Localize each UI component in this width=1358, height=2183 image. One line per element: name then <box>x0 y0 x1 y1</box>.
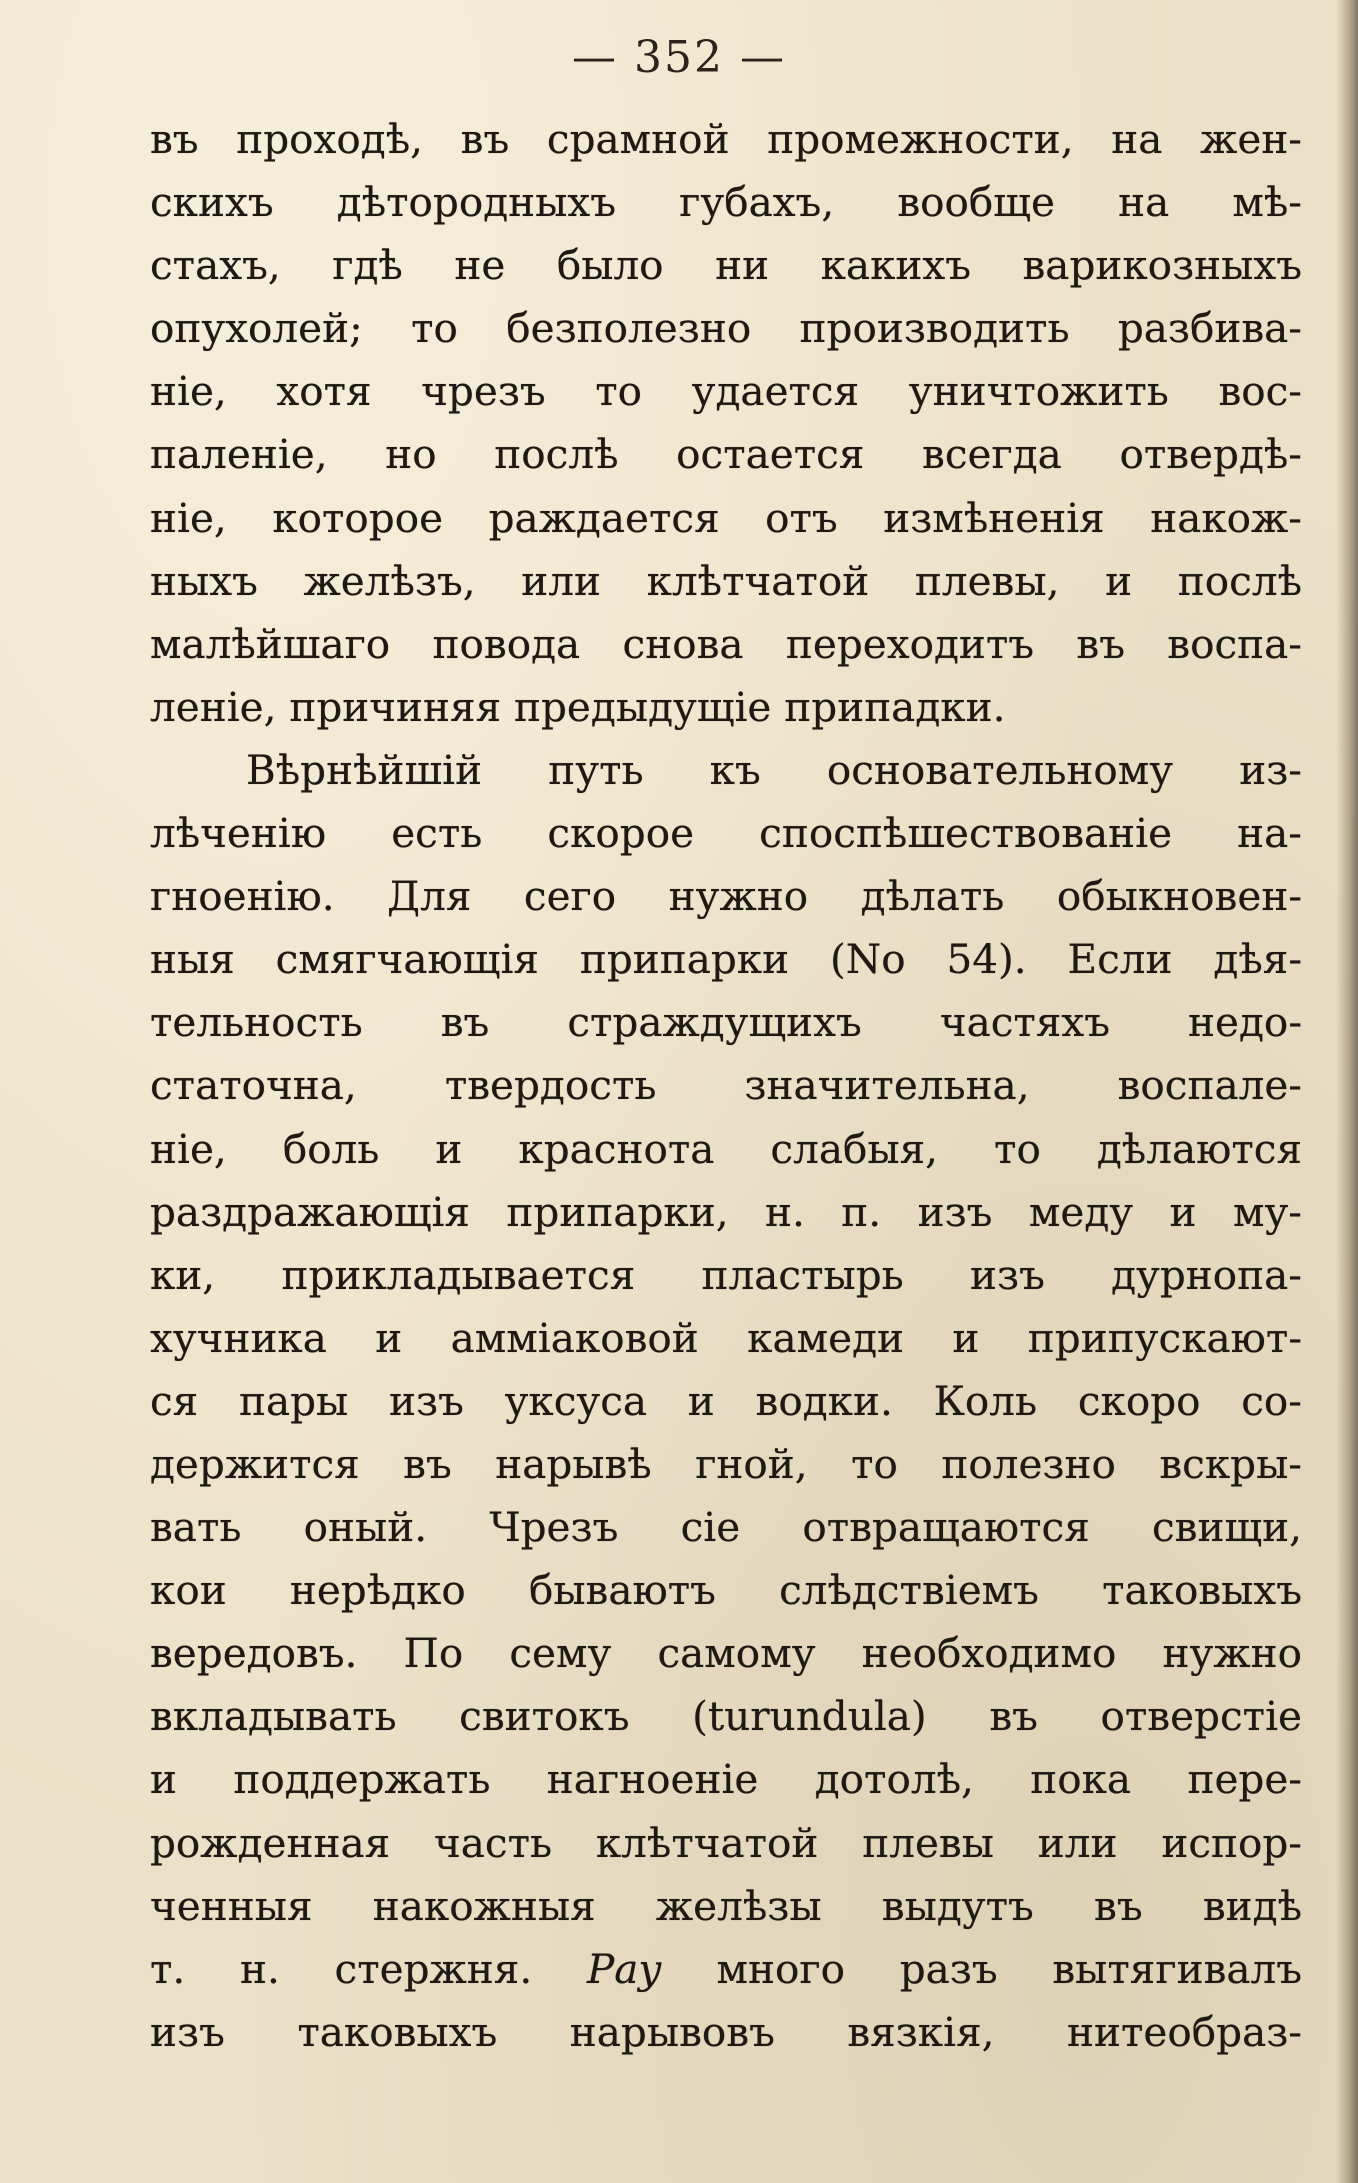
text-line: изъ таковыхъ нарывовъ вязкія, нитеобраз- <box>150 2007 1302 2056</box>
text-line: стахъ, гдѣ не было ни какихъ варикозныхъ <box>150 241 1302 290</box>
text-line: ніе, которое раждается отъ измѣненія накож- <box>150 493 1302 542</box>
text-line: вкладывать свитокъ (turundula) въ отверстіе <box>150 1692 1302 1741</box>
text-line: вать оный. Чрезъ сіе отвращаются свищи, <box>150 1503 1302 1552</box>
text-line: ныхъ желѣзъ, или клѣтчатой плевы, и послѣ <box>150 556 1302 605</box>
text-line: ныя смягчающія припарки (No 54). Если дѣя- <box>150 935 1302 984</box>
text-line: вередовъ. По сему самому необходимо нужно <box>150 1629 1302 1678</box>
page-edge-shadow <box>1336 0 1358 2183</box>
line-end-text: много разъ вытягивалъ <box>716 1944 1303 1993</box>
text-line: ніе, боль и краснота слабыя, то дѣлаются <box>150 1124 1302 1173</box>
text-line: хучника и амміаковой камеди и припускают- <box>150 1313 1302 1362</box>
line-start-text: т. н. стержня. <box>150 1944 533 1993</box>
text-line: ніе, хотя чрезъ то удается уничтожить вос- <box>150 367 1302 416</box>
text-line: опухолей; то безполезно производить разбива- <box>150 304 1302 353</box>
text-line: гноенію. Для сего нужно дѣлать обыкновен- <box>150 872 1302 921</box>
text-line: раздражающія припарки, н. п. изъ меду и му- <box>150 1187 1302 1236</box>
text-line-with-name <box>150 1938 1302 2001</box>
text-line: скихъ дѣтородныхъ губахъ, вообще на мѣ- <box>150 178 1302 227</box>
text-line: тельность въ страждущихъ частяхъ недо- <box>150 998 1302 1047</box>
body-text <box>150 108 1302 2064</box>
page-number-header: — 352 — <box>572 32 786 83</box>
text-line: леніе, причиняя предыдущіе припадки. <box>150 682 1006 731</box>
author-name-italic: Рау <box>586 1944 662 1993</box>
text-line: ченныя накожныя желѣзы выдутъ въ видѣ <box>150 1881 1302 1930</box>
text-line: ся пары изъ уксуса и водки. Коль скоро со- <box>150 1376 1302 1425</box>
text-line: паленіе, но послѣ остается всегда отвердѣ- <box>150 430 1302 479</box>
text-line: лѣченію есть скорое споспѣшествованіе на- <box>150 809 1302 858</box>
text-line: ки, прикладывается пластырь изъ дурнопа- <box>150 1250 1302 1299</box>
text-line: держится въ нарывѣ гной, то полезно вскры- <box>150 1439 1302 1488</box>
paragraph-start-line: Вѣрнѣйшій путь къ основательному из- <box>246 745 1302 794</box>
text-line: кои нерѣдко бываютъ слѣдствіемъ таковыхъ <box>150 1566 1302 1615</box>
text-line: въ проходѣ, въ срамной промежности, на жен- <box>150 115 1302 163</box>
text-line: рожденная часть клѣтчатой плевы или испор- <box>150 1818 1302 1867</box>
text-line: и поддержать нагноеніе дотолѣ, пока пере- <box>150 1755 1302 1804</box>
text-line: малѣйшаго повода снова переходитъ въ воспа- <box>150 619 1302 668</box>
text-line: статочна, твердость значительна, воспале- <box>150 1061 1302 1110</box>
